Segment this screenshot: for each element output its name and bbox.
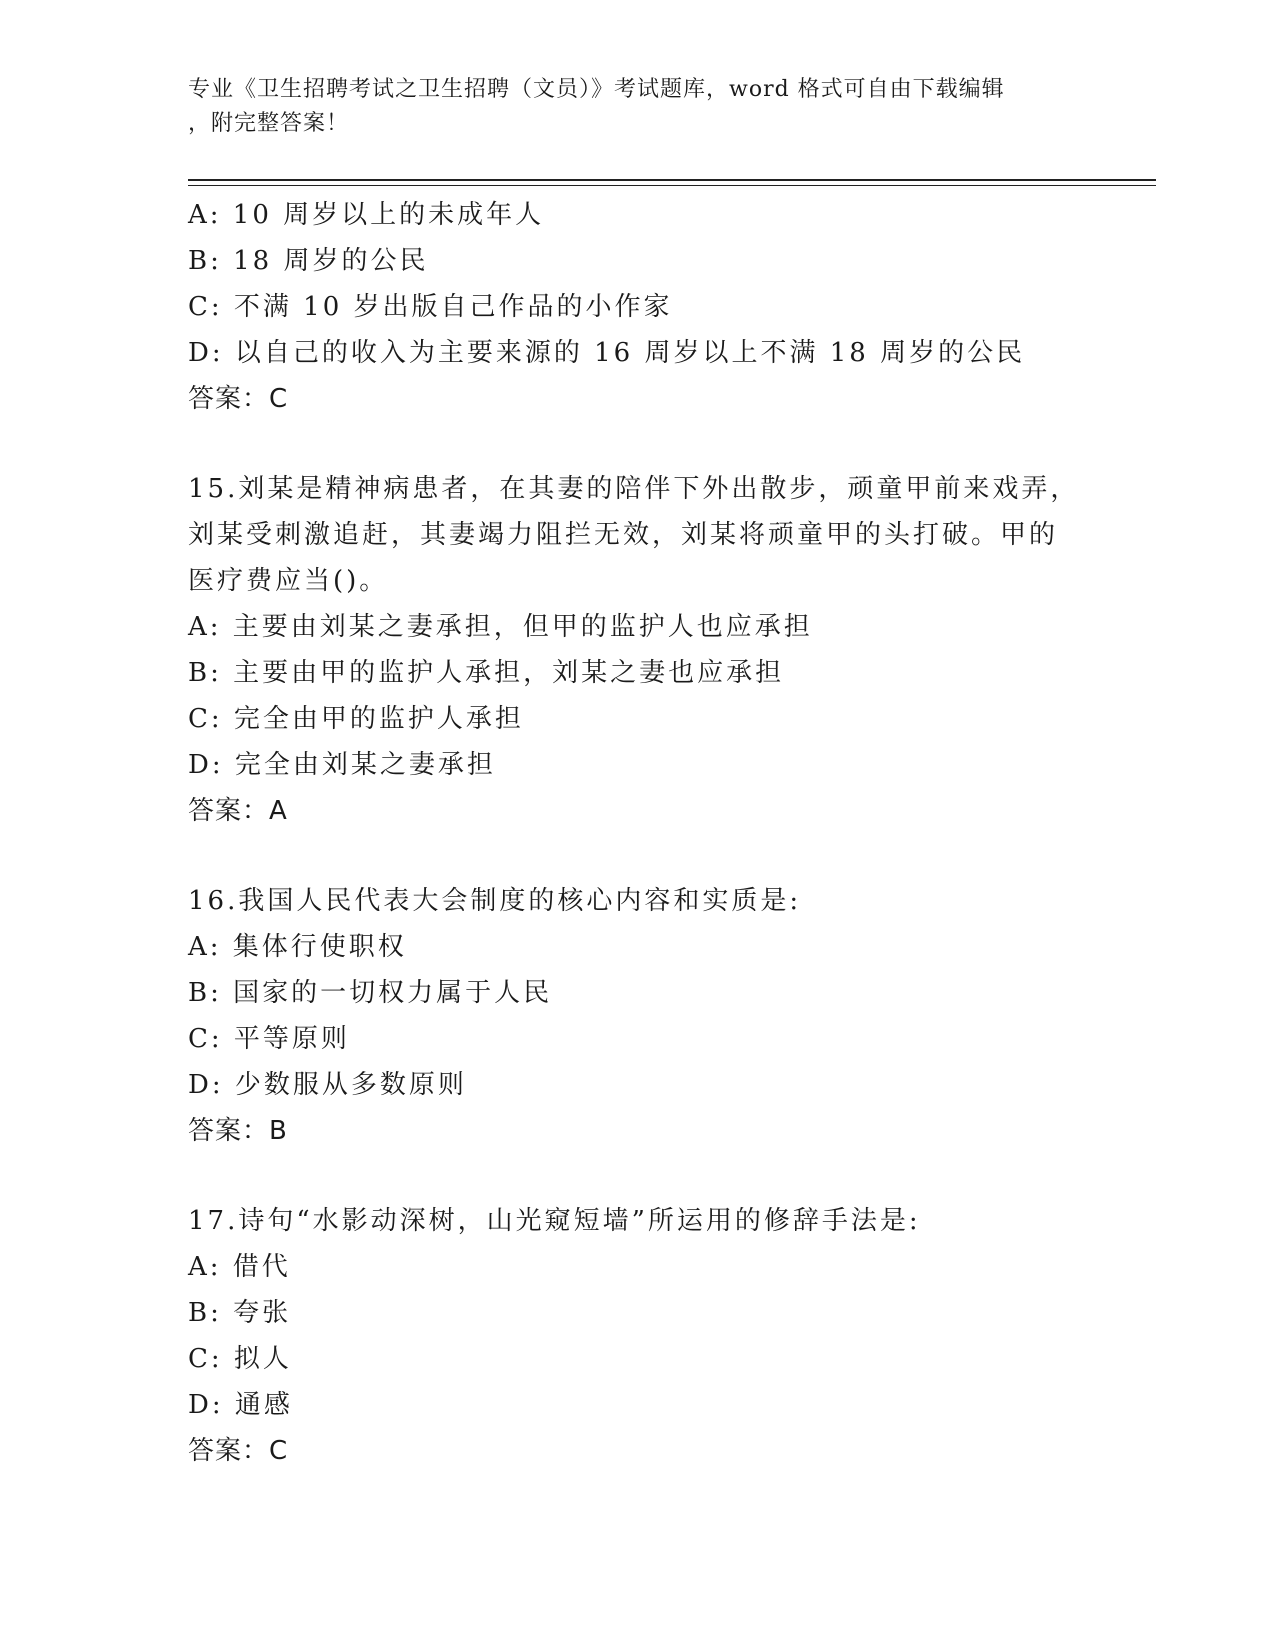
- option-a: A: 主要由刘某之妻承担，但甲的监护人也应承担: [188, 612, 813, 642]
- document-header: [188, 73, 1068, 141]
- option-d: D: 通感: [188, 1390, 293, 1420]
- question-stem: [188, 878, 1088, 924]
- question-stem: [188, 1198, 1088, 1244]
- stem-line: 17.诗句“水影动深树，山光窥短墙”所运用的修辞手法是:: [188, 1206, 921, 1236]
- spacer: [188, 834, 1088, 878]
- option-b: B: 18 周岁的公民: [188, 246, 429, 276]
- header-line-2: ，附完整答案！: [188, 111, 350, 136]
- stem-line: 16.我国人民代表大会制度的核心内容和实质是:: [188, 886, 802, 916]
- question-list: [188, 192, 1088, 1474]
- question-17: [188, 1198, 1088, 1474]
- spacer: [188, 1154, 1088, 1198]
- header-divider-thin: [188, 185, 1156, 186]
- question-stem: [188, 466, 1088, 604]
- spacer: [188, 422, 1088, 466]
- header-line-1: 专业《卫生招聘考试之卫生招聘（文员）》考试题库，word 格式可自由下载编辑: [188, 77, 1005, 102]
- option-b: B: 主要由甲的监护人承担，刘某之妻也应承担: [188, 658, 785, 688]
- question-16: [188, 878, 1088, 1154]
- option-a: A: 集体行使职权: [188, 932, 407, 962]
- answer-line: 答案：C: [188, 384, 289, 414]
- answer-line: 答案：C: [188, 1436, 289, 1466]
- option-d: D: 完全由刘某之妻承担: [188, 750, 496, 780]
- option-a: A: 借代: [188, 1252, 291, 1282]
- stem-line: 刘某受刺激追赶，其妻竭力阻拦无效，刘某将顽童甲的头打破。甲的: [188, 520, 1059, 550]
- option-a: A: 10 周岁以上的未成年人: [188, 200, 545, 230]
- answer-line: 答案：B: [188, 1116, 288, 1146]
- answer-line: 答案：A: [188, 796, 288, 826]
- question-15: [188, 466, 1088, 834]
- header-divider-thick: [188, 179, 1156, 181]
- option-c: C: 平等原则: [188, 1024, 350, 1054]
- stem-line: 15.刘某是精神病患者，在其妻的陪伴下外出散步，顽童甲前来戏弄，: [188, 474, 1080, 504]
- option-d: D: 少数服从多数原则: [188, 1070, 467, 1100]
- option-c: C: 完全由甲的监护人承担: [188, 704, 524, 734]
- option-b: B: 国家的一切权力属于人民: [188, 978, 553, 1008]
- option-c: C: 不满 10 岁出版自己作品的小作家: [188, 292, 673, 322]
- stem-line: 医疗费应当()。: [188, 566, 389, 596]
- option-c: C: 拟人: [188, 1344, 292, 1374]
- question-14: [188, 192, 1088, 422]
- option-b: B: 夸张: [188, 1298, 292, 1328]
- option-d: D: 以自己的收入为主要来源的 16 周岁以上不满 18 周岁的公民: [188, 338, 1026, 368]
